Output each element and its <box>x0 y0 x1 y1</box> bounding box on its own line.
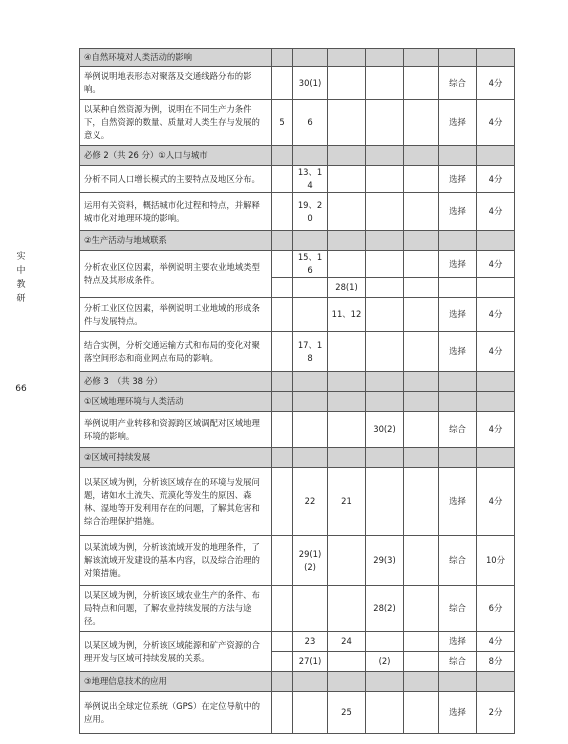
requirement-text: 以某区域为例，分析该区域农业生产的条件、布局特点和问题，了解农业持续发展的方法与途径。 <box>80 586 272 632</box>
question-cell <box>404 193 439 231</box>
table-row <box>80 298 515 332</box>
section-header-cell <box>439 231 477 251</box>
question-cell <box>404 412 439 448</box>
question-type-cell: 选择 <box>439 251 477 278</box>
section-header-cell <box>293 672 328 692</box>
question-cell <box>272 166 293 193</box>
question-cell <box>366 278 404 298</box>
section-header-cell <box>404 392 439 412</box>
question-cell <box>404 100 439 146</box>
question-cell <box>404 652 439 672</box>
question-cell <box>272 412 293 448</box>
question-type-cell <box>439 278 477 298</box>
section-header-cell <box>439 672 477 692</box>
table-row <box>80 166 515 193</box>
sidebar-title-char: 教 <box>16 280 26 290</box>
section-header-cell <box>328 49 366 67</box>
question-cell <box>366 632 404 652</box>
question-cell: 6 <box>293 100 328 146</box>
question-type-cell: 综合 <box>439 67 477 100</box>
section-header-cell <box>439 392 477 412</box>
question-type-cell: 综合 <box>439 652 477 672</box>
table-row <box>80 193 515 231</box>
question-cell <box>293 412 328 448</box>
question-cell <box>272 278 293 298</box>
requirement-text: 分析农业区位因素，举例说明主要农业地域类型特点及其形成条件。 <box>80 251 272 298</box>
table-row <box>80 632 515 652</box>
requirement-text: 举例说出全球定位系统（GPS）在定位导航中的应用。 <box>80 692 272 734</box>
question-cell: 22 <box>293 468 328 536</box>
score-cell: 4分 <box>477 67 515 100</box>
section-header-cell <box>366 49 404 67</box>
question-cell: 5 <box>272 100 293 146</box>
question-cell: 15、16 <box>293 251 328 278</box>
question-cell <box>293 586 328 632</box>
question-cell <box>366 166 404 193</box>
section-header-cell <box>366 392 404 412</box>
score-cell: 6分 <box>477 586 515 632</box>
question-type-cell: 选择 <box>439 332 477 372</box>
score-cell: 4分 <box>477 412 515 448</box>
question-cell <box>328 586 366 632</box>
question-cell <box>328 251 366 278</box>
question-type-cell: 选择 <box>439 100 477 146</box>
section-header-row <box>80 231 515 251</box>
section-header-cell <box>439 49 477 67</box>
question-cell: 30(1) <box>293 67 328 100</box>
question-cell: 11、12 <box>328 298 366 332</box>
sidebar-title-char: 中 <box>16 266 26 276</box>
question-type-cell: 选择 <box>439 298 477 332</box>
question-cell <box>272 251 293 278</box>
section-header-text: ②生产活动与地域联系 <box>80 231 272 251</box>
section-header-cell <box>366 672 404 692</box>
question-cell <box>272 652 293 672</box>
question-cell <box>272 632 293 652</box>
section-header-cell <box>366 448 404 468</box>
requirement-text: 以某流域为例，分析该流域开发的地理条件，了解该流域开发建设的基本内容，以及综合治理的对策措施。 <box>80 536 272 586</box>
section-header-cell <box>272 231 293 251</box>
requirement-text: 举例说明地表形态对聚落及交通线路分布的影响。 <box>80 67 272 100</box>
section-header-cell <box>404 672 439 692</box>
score-cell: 4分 <box>477 298 515 332</box>
section-header-cell <box>272 392 293 412</box>
table-row <box>80 251 515 278</box>
section-header-cell <box>477 372 515 392</box>
question-type-cell: 综合 <box>439 412 477 448</box>
section-header-cell <box>477 231 515 251</box>
requirement-text: 分析工业区位因素，举例说明工业地域的形成条件与发展特点。 <box>80 298 272 332</box>
question-cell <box>404 278 439 298</box>
question-type-cell: 综合 <box>439 586 477 632</box>
score-cell: 4分 <box>477 332 515 372</box>
question-cell: 19、20 <box>293 193 328 231</box>
question-cell: 24 <box>328 632 366 652</box>
sidebar-title-char: 实 <box>16 252 26 262</box>
section-header-cell <box>404 146 439 166</box>
section-header-text: ②区域可持续发展 <box>80 448 272 468</box>
section-header-row <box>80 672 515 692</box>
section-header-cell <box>272 672 293 692</box>
score-cell: 4分 <box>477 166 515 193</box>
table-row <box>80 468 515 536</box>
section-header-cell <box>477 392 515 412</box>
section-header-cell <box>366 372 404 392</box>
requirement-text: 以某区域为例，分析该区域能源和矿产资源的合理开发与区域可持续发展的关系。 <box>80 632 272 672</box>
section-header-cell <box>404 231 439 251</box>
question-cell <box>366 251 404 278</box>
question-cell: 30(2) <box>366 412 404 448</box>
question-cell <box>366 692 404 734</box>
curriculum-table <box>79 48 515 734</box>
section-header-cell <box>366 146 404 166</box>
section-header-cell <box>328 372 366 392</box>
question-cell <box>328 332 366 372</box>
question-type-cell: 选择 <box>439 166 477 193</box>
question-cell <box>404 692 439 734</box>
section-header-cell <box>366 231 404 251</box>
requirement-text: 分析不同人口增长模式的主要特点及地区分布。 <box>80 166 272 193</box>
question-cell <box>272 298 293 332</box>
table-row <box>80 100 515 146</box>
page-number: 66 <box>15 384 27 394</box>
score-cell: 4分 <box>477 251 515 278</box>
question-cell <box>328 166 366 193</box>
section-header-cell <box>404 372 439 392</box>
question-cell <box>328 100 366 146</box>
question-cell <box>404 251 439 278</box>
score-cell: 10分 <box>477 536 515 586</box>
section-header-cell <box>272 448 293 468</box>
question-cell <box>404 166 439 193</box>
section-header-cell <box>477 448 515 468</box>
question-cell <box>366 468 404 536</box>
question-cell <box>366 332 404 372</box>
section-header-row <box>80 392 515 412</box>
question-cell: 27(1) <box>293 652 328 672</box>
question-cell <box>293 298 328 332</box>
section-header-row <box>80 372 515 392</box>
score-cell: 8分 <box>477 652 515 672</box>
section-header-cell <box>272 146 293 166</box>
table-row <box>80 67 515 100</box>
question-cell <box>366 67 404 100</box>
question-cell <box>404 298 439 332</box>
requirement-text: 运用有关资料，概括城市化过程和特点，并解释城市化对地理环境的影响。 <box>80 193 272 231</box>
section-header-cell <box>439 146 477 166</box>
table-row <box>80 332 515 372</box>
question-cell <box>272 468 293 536</box>
question-cell <box>366 298 404 332</box>
section-header-cell <box>439 448 477 468</box>
question-cell <box>404 536 439 586</box>
question-type-cell: 选择 <box>439 632 477 652</box>
section-header-text: ④自然环境对人类活动的影响 <box>80 49 272 67</box>
question-cell: 28(1) <box>328 278 366 298</box>
section-header-row <box>80 49 515 67</box>
requirement-text: 举例说明产业转移和资源跨区域调配对区域地理环境的影响。 <box>80 412 272 448</box>
question-type-cell: 选择 <box>439 193 477 231</box>
section-header-text: ①区域地理环境与人类活动 <box>80 392 272 412</box>
requirement-text: 以某区域为例，分析该区域存在的环境与发展问题，诸如水土流失、荒漠化等发生的原因、森林、湿地等开发利用存在的问题，了解其危害和综合治理保护措施。 <box>80 468 272 536</box>
sidebar-title-char: 研 <box>16 294 26 304</box>
section-header-cell <box>477 672 515 692</box>
question-cell <box>272 692 293 734</box>
table-row <box>80 412 515 448</box>
section-header-cell <box>272 49 293 67</box>
question-cell <box>272 586 293 632</box>
section-header-cell <box>293 448 328 468</box>
question-type-cell: 综合 <box>439 536 477 586</box>
sidebar-title <box>14 250 28 306</box>
question-cell: (2) <box>366 652 404 672</box>
table-row <box>80 536 515 586</box>
question-cell: 28(2) <box>366 586 404 632</box>
section-header-cell <box>404 49 439 67</box>
question-cell: 25 <box>328 692 366 734</box>
score-cell: 4分 <box>477 100 515 146</box>
question-cell: 13、14 <box>293 166 328 193</box>
question-cell: 29(1)(2) <box>293 536 328 586</box>
section-header-text: ③地理信息技术的应用 <box>80 672 272 692</box>
section-header-row <box>80 448 515 468</box>
question-type-cell: 选择 <box>439 468 477 536</box>
table-row <box>80 586 515 632</box>
question-cell <box>404 468 439 536</box>
question-cell: 29(3) <box>366 536 404 586</box>
section-header-cell <box>477 146 515 166</box>
question-cell: 17、18 <box>293 332 328 372</box>
question-cell <box>328 67 366 100</box>
question-type-cell: 选择 <box>439 692 477 734</box>
question-cell <box>404 586 439 632</box>
question-cell <box>404 332 439 372</box>
score-cell: 4分 <box>477 193 515 231</box>
score-cell: 4分 <box>477 632 515 652</box>
score-cell <box>477 278 515 298</box>
section-header-cell <box>477 49 515 67</box>
question-cell: 21 <box>328 468 366 536</box>
section-header-cell <box>293 231 328 251</box>
question-cell <box>328 412 366 448</box>
section-header-cell <box>293 392 328 412</box>
question-cell <box>404 632 439 652</box>
section-header-cell <box>293 49 328 67</box>
question-cell <box>272 193 293 231</box>
question-cell <box>272 536 293 586</box>
question-cell <box>366 193 404 231</box>
section-header-cell <box>272 372 293 392</box>
question-cell <box>328 536 366 586</box>
section-header-cell <box>404 448 439 468</box>
question-cell <box>366 100 404 146</box>
question-cell <box>328 652 366 672</box>
section-header-cell <box>293 146 328 166</box>
question-cell <box>293 692 328 734</box>
question-cell <box>272 332 293 372</box>
section-header-text: 必修 3 （共 38 分） <box>80 372 272 392</box>
requirement-text: 以某种自然资源为例，说明在不同生产力条件下，自然资源的数量、质量对人类生存与发展的意义。 <box>80 100 272 146</box>
section-header-cell <box>328 448 366 468</box>
section-header-cell <box>439 372 477 392</box>
score-cell: 2分 <box>477 692 515 734</box>
section-header-cell <box>328 146 366 166</box>
requirement-text: 结合实例，分析交通运输方式和布局的变化对聚落空间形态和商业网点布局的影响。 <box>80 332 272 372</box>
question-cell <box>293 278 328 298</box>
question-cell: 23 <box>293 632 328 652</box>
question-cell <box>272 67 293 100</box>
question-cell <box>328 193 366 231</box>
score-cell: 4分 <box>477 468 515 536</box>
question-cell <box>404 67 439 100</box>
table-row <box>80 692 515 734</box>
section-header-cell <box>328 231 366 251</box>
section-header-cell <box>328 392 366 412</box>
section-header-cell <box>293 372 328 392</box>
section-header-text: 必修 2（共 26 分）①人口与城市 <box>80 146 272 166</box>
section-header-row <box>80 146 515 166</box>
section-header-cell <box>328 672 366 692</box>
